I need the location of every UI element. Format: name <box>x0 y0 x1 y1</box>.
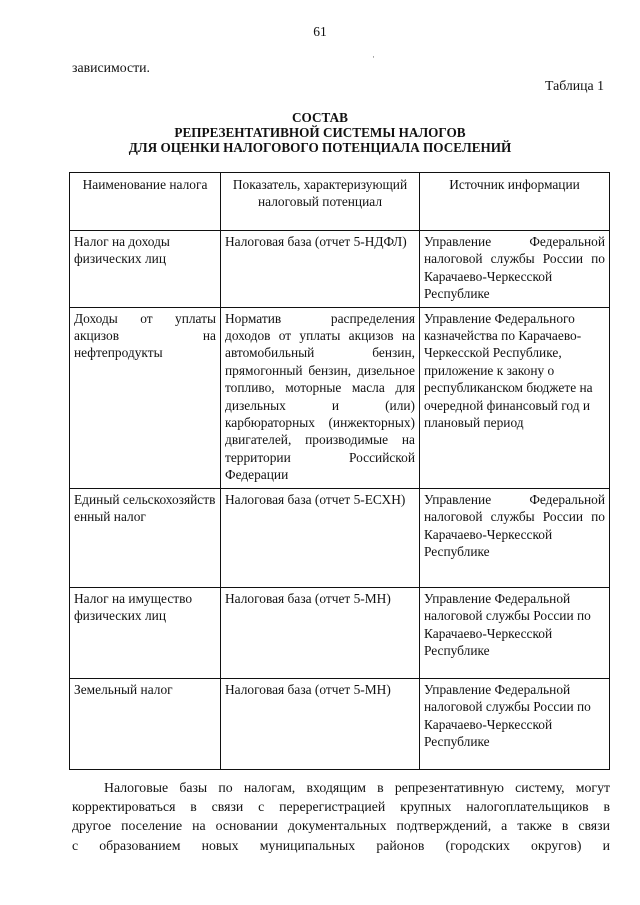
table-row <box>70 307 610 488</box>
paragraph-line: другое поселение на основании документальных подтверждений, а также в связи <box>72 818 610 834</box>
body-paragraph <box>72 778 610 855</box>
title-line: ДЛЯ ОЦЕНКИ НАЛОГОВОГО ПОТЕНЦИАЛА ПОСЕЛЕНИЙ <box>128 140 512 155</box>
scan-dot: · <box>372 52 375 62</box>
cell-source: Управление Федеральной налоговой службы России по Карачаево-Черкесской Республике <box>420 231 610 308</box>
table-header-row <box>70 173 610 231</box>
header-source: Источник информации <box>420 173 610 231</box>
cell-source: Управление Федеральной налоговой службы России по Карачаево-Черкесской Республике <box>420 488 610 587</box>
paragraph-line: Налоговые базы по налогам, входящим в репрезентативную систему, могут <box>104 780 610 795</box>
cell-indicator: Налоговая база (отчет 5-ЕСХН) <box>221 488 420 587</box>
title-line: РЕПРЕЗЕНТАТИВНОЙ СИСТЕМЫ НАЛОГОВ <box>174 125 466 140</box>
tax-system-table <box>69 172 610 770</box>
page-number: 61 <box>313 24 327 39</box>
cell-tax-name: Налог на имущество физических лиц <box>70 587 221 678</box>
paragraph-line: с образованием новых муниципальных районов (городских округов) и <box>72 837 610 853</box>
header-indicator: Показатель, характеризующий налоговый потенциал <box>221 173 420 231</box>
cell-tax-name: Единый сельскохозяйственный налог <box>70 488 221 587</box>
header-tax-name: Наименование налога <box>70 173 221 231</box>
table-row <box>70 678 610 769</box>
table-row <box>70 488 610 587</box>
table-label: Таблица 1 <box>544 78 604 93</box>
cell-indicator: Налоговая база (отчет 5-НДФЛ) <box>221 231 420 308</box>
cell-source: Управление Федеральной налоговой службы России по Карачаево-Черкесской Республике <box>420 587 610 678</box>
cell-indicator: Налоговая база (отчет 5-МН) <box>221 587 420 678</box>
cell-tax-name: Налог на доходы физических лиц <box>70 231 221 308</box>
title-line: СОСТАВ <box>292 110 348 125</box>
table-row <box>70 231 610 308</box>
cell-indicator: Норматив распределения доходов от уплаты акцизов на автомобильный бензин, прямогонный бензин, дизельное топливо, моторные масла для дизельных и (или) карбюраторных (инжекторных) двигателей, производимые на территории Российской Федерации <box>221 307 420 488</box>
cell-indicator: Налоговая база (отчет 5-МН) <box>221 678 420 769</box>
lead-text: зависимости. <box>72 60 150 75</box>
document-title <box>0 110 640 155</box>
cell-tax-name: Земельный налог <box>70 678 221 769</box>
cell-source: Управление Федерального казначейства по Карачаево-Черкесской Республике, приложение к закону о республиканском бюджете на очередной финансовый год и плановый период <box>420 307 610 488</box>
paragraph-line: корректироваться в связи с перерегистрацией крупных налогоплательщиков в <box>72 799 610 815</box>
table-row <box>70 587 610 678</box>
cell-source: Управление Федеральной налоговой службы России по Карачаево-Черкесской Республике <box>420 678 610 769</box>
cell-tax-name: Доходы от уплаты акцизов на нефтепродукты <box>70 307 221 488</box>
